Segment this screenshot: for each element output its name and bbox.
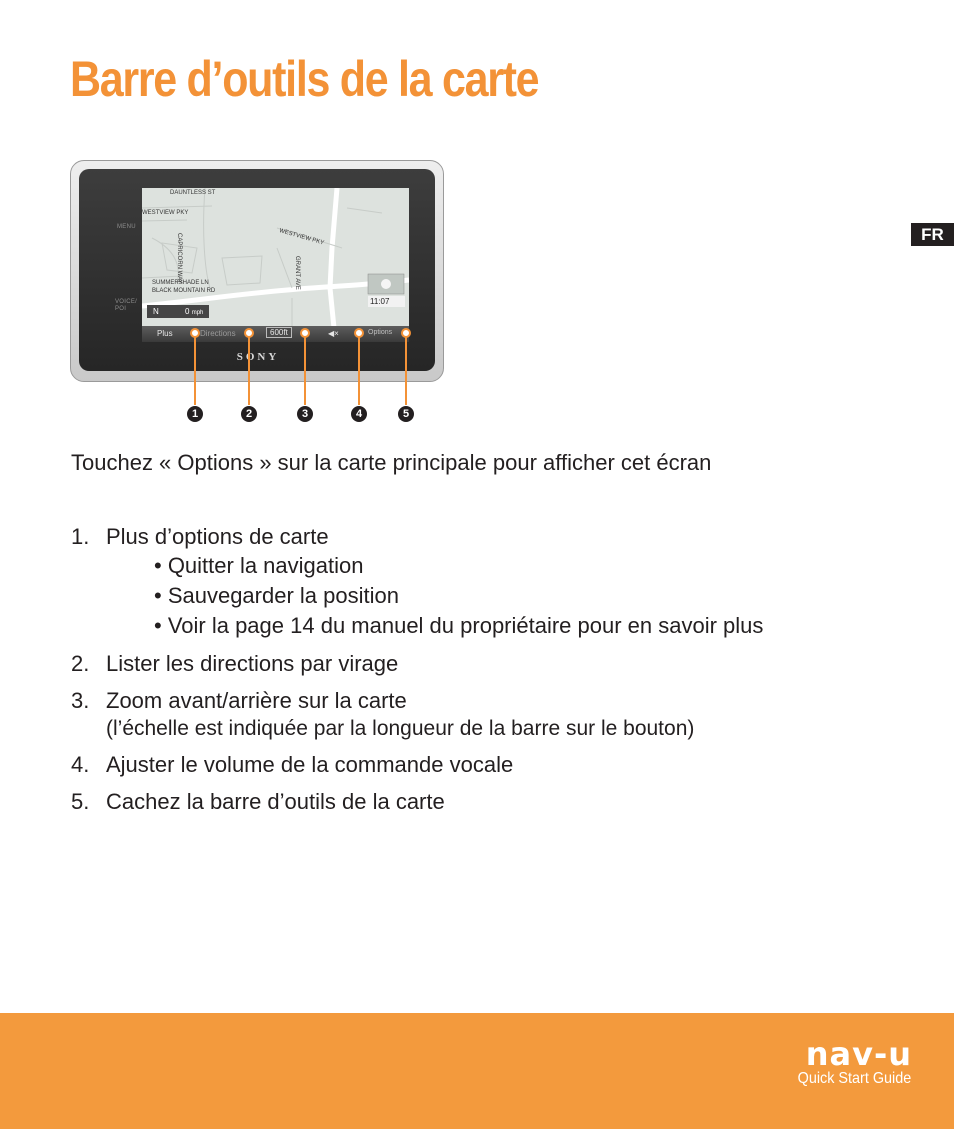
speed-unit: mph: [191, 310, 204, 316]
list-bullet: • Quitter la navigation: [154, 553, 364, 578]
map-label: WESTVIEW PKY: [142, 210, 189, 216]
list-item: [71, 750, 901, 779]
map-label: DAUNTLESS ST: [170, 190, 216, 196]
options-button[interactable]: Options: [368, 329, 393, 336]
list-number: 1.: [71, 524, 90, 549]
intro-text: Touchez « Options » sur la carte principale pour afficher cet écran: [71, 450, 712, 475]
list-item: [71, 787, 901, 816]
list-text: Ajuster le volume de la commande vocale: [106, 752, 514, 777]
list-number: 4.: [71, 752, 90, 777]
map-label: WESTVIEW PKY: [278, 228, 325, 247]
heading-label: N: [153, 307, 159, 316]
map-label: CAPRICORN WAY: [176, 233, 182, 284]
list-number: 3.: [71, 688, 90, 713]
list-number: 5.: [71, 789, 90, 814]
list-item: [71, 649, 901, 678]
list-bullet: • Voir la page 14 du manuel du propriétaire pour en savoir plus: [154, 613, 764, 638]
clock-time: 11:07: [370, 297, 390, 306]
callout-5: 5: [398, 406, 414, 422]
list-text: Lister les directions par virage: [106, 651, 399, 676]
list-bullet: • Sauvegarder la position: [154, 583, 399, 608]
map-label: GRANT AVE: [294, 256, 300, 290]
map-label: BLACK MOUNTAIN RD: [152, 288, 216, 294]
callout-3: 3: [297, 406, 313, 422]
zoom-scale-button[interactable]: 600ft: [266, 327, 292, 338]
list-text: Cachez la barre d’outils de la carte: [106, 789, 445, 814]
callout-4: 4: [351, 406, 367, 422]
list-text: Zoom avant/arrière sur la carte: [106, 688, 407, 713]
voice-poi-side-label: VOICE/ POI: [115, 299, 138, 312]
page-title: Barre d’outils de la carte: [70, 51, 539, 107]
menu-side-label: MENU: [117, 224, 136, 230]
list-item: [71, 522, 901, 641]
nav-u-logo: nav-u: [805, 1035, 912, 1073]
feature-list: [71, 522, 901, 824]
footer-band: [0, 1013, 954, 1129]
language-tab: FR: [911, 223, 954, 246]
list-note: (l’échelle est indiquée par la longueur de la barre sur le bouton): [106, 717, 695, 740]
directions-button[interactable]: Directions: [200, 329, 236, 338]
speed-value: 0: [185, 307, 190, 316]
volume-button[interactable]: ◀×: [328, 329, 339, 338]
callout-2: 2: [241, 406, 257, 422]
guide-subtitle: Quick Start Guide: [797, 1070, 911, 1087]
callout-1: 1: [187, 406, 203, 422]
list-item: [71, 686, 901, 742]
list-number: 2.: [71, 651, 90, 676]
more-button[interactable]: Plus: [157, 329, 173, 338]
list-text: Plus d’options de carte: [106, 524, 329, 549]
map-label: SUMMERSHADE LN: [152, 280, 209, 286]
callout-lines: [0, 0, 954, 440]
brand-logo: SONY: [236, 351, 280, 363]
